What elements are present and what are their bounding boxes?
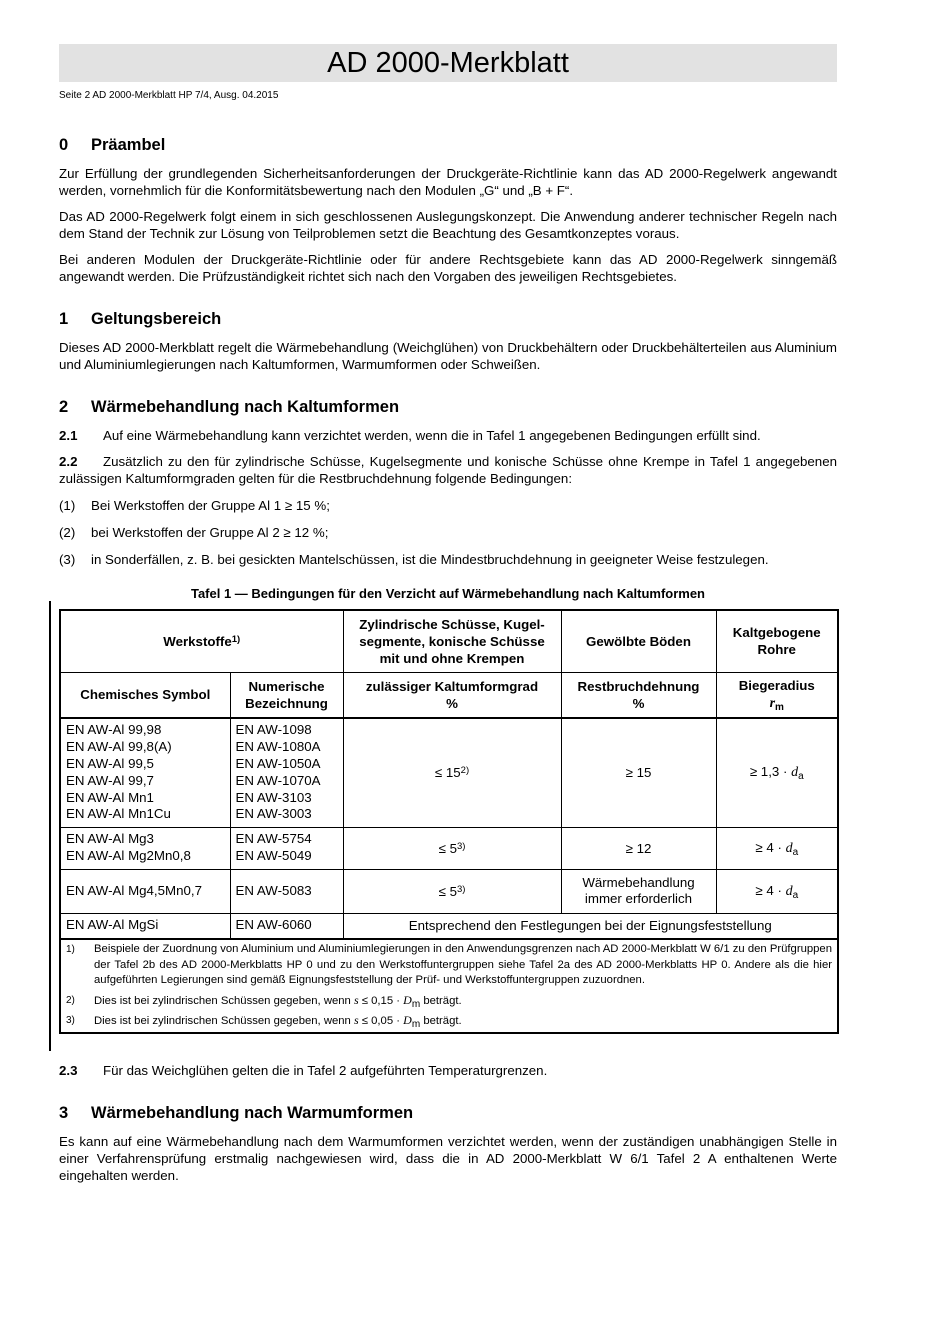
cell-eignungsfeststellung: Entsprechend den Festlegungen bei der Eignungsfeststellung	[343, 913, 838, 939]
table-row	[60, 827, 838, 869]
table-footnotes-row	[60, 939, 838, 1033]
clause-number: 2.2	[59, 454, 78, 469]
footnote-3: 3) Dies ist bei zylindrischen Schüssen gegeben, wenn $s \le 0,05 \cdot D_m$ beträgt.	[66, 1013, 462, 1030]
header-chemisches-symbol: Chemisches Symbol	[60, 672, 230, 718]
preamble-paragraph-1: Zur Erfüllung der grundlegenden Sicherheitsanforderungen der Druckgeräte-Richtlinie kann das AD 2000-Regelwerk angewandt werden, vornehmlich für die Konformitätsbewertung nach den Modulen „G“ und „B + F“.	[59, 166, 837, 198]
list-label: (2)	[59, 525, 76, 540]
clause-number: 2.3	[59, 1062, 78, 1078]
section-number: 0	[59, 136, 69, 154]
clause-2-2	[59, 453, 837, 487]
cell-chemical-symbols: EN AW-Al Mg3 EN AW-Al Mg2Mn0,8	[60, 827, 230, 869]
cell-chemical-symbols: EN AW-Al MgSi	[60, 913, 230, 939]
list-item	[59, 524, 837, 541]
header-werkstoffe: Werkstoffe$^{1)}$	[60, 610, 343, 672]
clause-number: 2.1	[59, 428, 78, 443]
list-label: (1)	[59, 498, 76, 513]
footnote-2: 2) Dies ist bei zylindrischen Schüssen gegeben, wenn $s \le 0,15 \cdot D_m$ beträgt.	[66, 992, 462, 1010]
table-footnotes	[60, 939, 838, 1033]
table-1	[59, 609, 839, 1034]
list-text: in Sonderfällen, z. B. bei gesickten Mantelschüssen, ist die Mindestbruchdehnung in geeigneter Weise festzulegen.	[91, 552, 769, 567]
preamble-paragraph-2: Das AD 2000-Regelwerk folgt einem in sich geschlossenen Auslegungskonzept. Die Anwendung anderer technischer Regeln nach dem Stand der Technik zur Lösung von Teilproblemen setzt die Beachtung des Gesamtkonzeptes voraus.	[59, 209, 837, 241]
section-title: Geltungsbereich	[91, 310, 222, 328]
cell-chemical-symbols: EN AW-Al Mg4,5Mn0,7	[60, 869, 230, 913]
cell-kaltumformgrad: ≤ $15^{2)}$	[343, 718, 561, 827]
cell-kaltumformgrad: ≤ $5^{3)}$	[343, 827, 561, 869]
cell-numeric-designations: EN AW-5083	[230, 869, 343, 913]
table-row	[60, 913, 838, 939]
section-title: Wärmebehandlung nach Warmumformen	[91, 1103, 414, 1122]
section-title: Präambel	[91, 136, 166, 154]
cell-restbruchdehnung: ≥ 12	[561, 827, 716, 869]
cell-numeric-designations: EN AW-5754 EN AW-5049	[230, 827, 343, 869]
cell-biegeradius: ≥ $1,3 \cdot d_a$	[716, 718, 838, 827]
footnote-1: 1) Beispiele der Zuordnung von Aluminium und Aluminiumlegierungen in den Anwendungsgrenzen nach AD 2000-Merkblatt W 6/1 zu den Prüfgruppen der Tafel 2b des AD 2000-Merkblatts HP 0 und zu den Werkstoffuntergruppen siehe Tafel 2a des AD 2000-Merkblatts HP 0. Andere als die hier aufgeführten Legierungen sind gemäß Eignungsfeststellung der Prüf- und Werkstoffuntergruppen zuzuordnen.	[66, 943, 832, 986]
preamble-paragraph-3: Bei anderen Modulen der Druckgeräte-Richtlinie oder für andere Rechtsgebiete kann das AD 2000-Regelwerk sinngemäß angewandt werden. Die Prüfzuständigkeit richtet sich nach den Vorgaben des jeweiligen Rechtsgebietes.	[59, 252, 837, 284]
table-row	[60, 718, 838, 827]
document-page	[59, 44, 837, 1184]
section-1-heading	[59, 310, 837, 329]
clause-text: Auf eine Wärmebehandlung kann verzichtet werden, wenn die in Tafel 1 angegebenen Bedingungen erfüllt sind.	[103, 428, 761, 443]
section-number: 2	[59, 398, 69, 416]
change-bar	[49, 601, 51, 1051]
header-kaltumformgrad: zulässiger Kaltumformgrad %	[343, 672, 561, 718]
list-text: bei Werkstoffen der Gruppe Al 2 ≥ 12 %;	[91, 525, 329, 540]
document-title: AD 2000-Merkblatt	[59, 44, 837, 82]
list-item	[59, 497, 837, 514]
section-title: Wärmebehandlung nach Kaltumformen	[91, 398, 400, 416]
header-zylindrische-schuesse: Zylindrische Schüsse, Kugel-segmente, konische Schüsse mit und ohne Krempen	[343, 610, 561, 672]
clause-2-1	[59, 427, 837, 444]
list-item	[59, 551, 837, 568]
cell-numeric-designations: EN AW-1098 EN AW-1080A EN AW-1050A EN AW-1070A EN AW-3103 EN AW-3003	[230, 718, 343, 827]
clause-text: Zusätzlich zu den für zylindrische Schüsse, Kugelsegmente und konische Schüsse ohne Krempe in Tafel 1 angegebenen zulässigen Kaltumformgraden gelten für die Restbruchdehnung folgende Bedingungen:	[59, 454, 837, 486]
cell-restbruchdehnung: Wärmebehandlung immer erforderlich	[561, 869, 716, 913]
header-restbruchdehnung: Restbruchdehnung %	[561, 672, 716, 718]
header-gewoelbte-boeden: Gewölbte Böden	[561, 610, 716, 672]
page-subline: Seite 2 AD 2000-Merkblatt HP 7/4, Ausg. 04.2015	[59, 90, 279, 101]
cell-biegeradius: ≥ $4 \cdot d_a$	[716, 869, 838, 913]
section-2-heading	[59, 398, 837, 417]
section-number: 3	[59, 1103, 69, 1122]
clause-2-3	[59, 1062, 837, 1079]
header-kaltgebogene-rohre: Kaltgebogene Rohre	[716, 610, 838, 672]
table-caption: Tafel 1 — Bedingungen für den Verzicht auf Wärmebehandlung nach Kaltumformen	[190, 586, 706, 601]
list-text: Bei Werkstoffen der Gruppe Al 1 ≥ 15 %;	[91, 498, 330, 513]
cell-kaltumformgrad: ≤ $5^{3)}$	[343, 869, 561, 913]
header-numerische-bezeichnung: Numerische Bezeichnung	[230, 672, 343, 718]
cell-biegeradius: ≥ $4 \cdot d_a$	[716, 827, 838, 869]
scope-paragraph: Dieses AD 2000-Merkblatt regelt die Wärmebehandlung (Weichglühen) von Druckbehältern oder Druckbehälterteilen aus Aluminium und Aluminiumlegierungen nach Kaltumformen, Warmumformen oder Schweißen.	[59, 340, 837, 372]
section-number: 1	[59, 310, 69, 328]
warmforming-paragraph: Es kann auf eine Wärmebehandlung nach dem Warmumformen verzichtet werden, wenn der zuständigen unabhängigen Stelle in einer Verfahrensprüfung erstmalig nachgewiesen wird, dass die in AD 2000-Merkblatt W 6/1 Tafel 2 A enthaltenen Werte eingehalten werden.	[59, 1133, 837, 1183]
table-1-wrapper	[59, 609, 837, 1034]
cell-numeric-designations: EN AW-6060	[230, 913, 343, 939]
cell-chemical-symbols: EN AW-Al 99,98 EN AW-Al 99,8(A) EN AW-Al 99,5 EN AW-Al 99,7 EN AW-Al Mn1 EN AW-Al Mn1Cu	[60, 718, 230, 827]
cell-restbruchdehnung: ≥ 15	[561, 718, 716, 827]
header-biegeradius: Biegeradius $r_m$	[716, 672, 838, 718]
clause-text: Für das Weichglühen gelten die in Tafel 2 aufgeführten Temperaturgrenzen.	[103, 1062, 548, 1078]
section-0-heading	[59, 136, 837, 155]
section-3-heading	[59, 1104, 837, 1123]
list-label: (3)	[59, 552, 76, 567]
table-row	[60, 869, 838, 913]
